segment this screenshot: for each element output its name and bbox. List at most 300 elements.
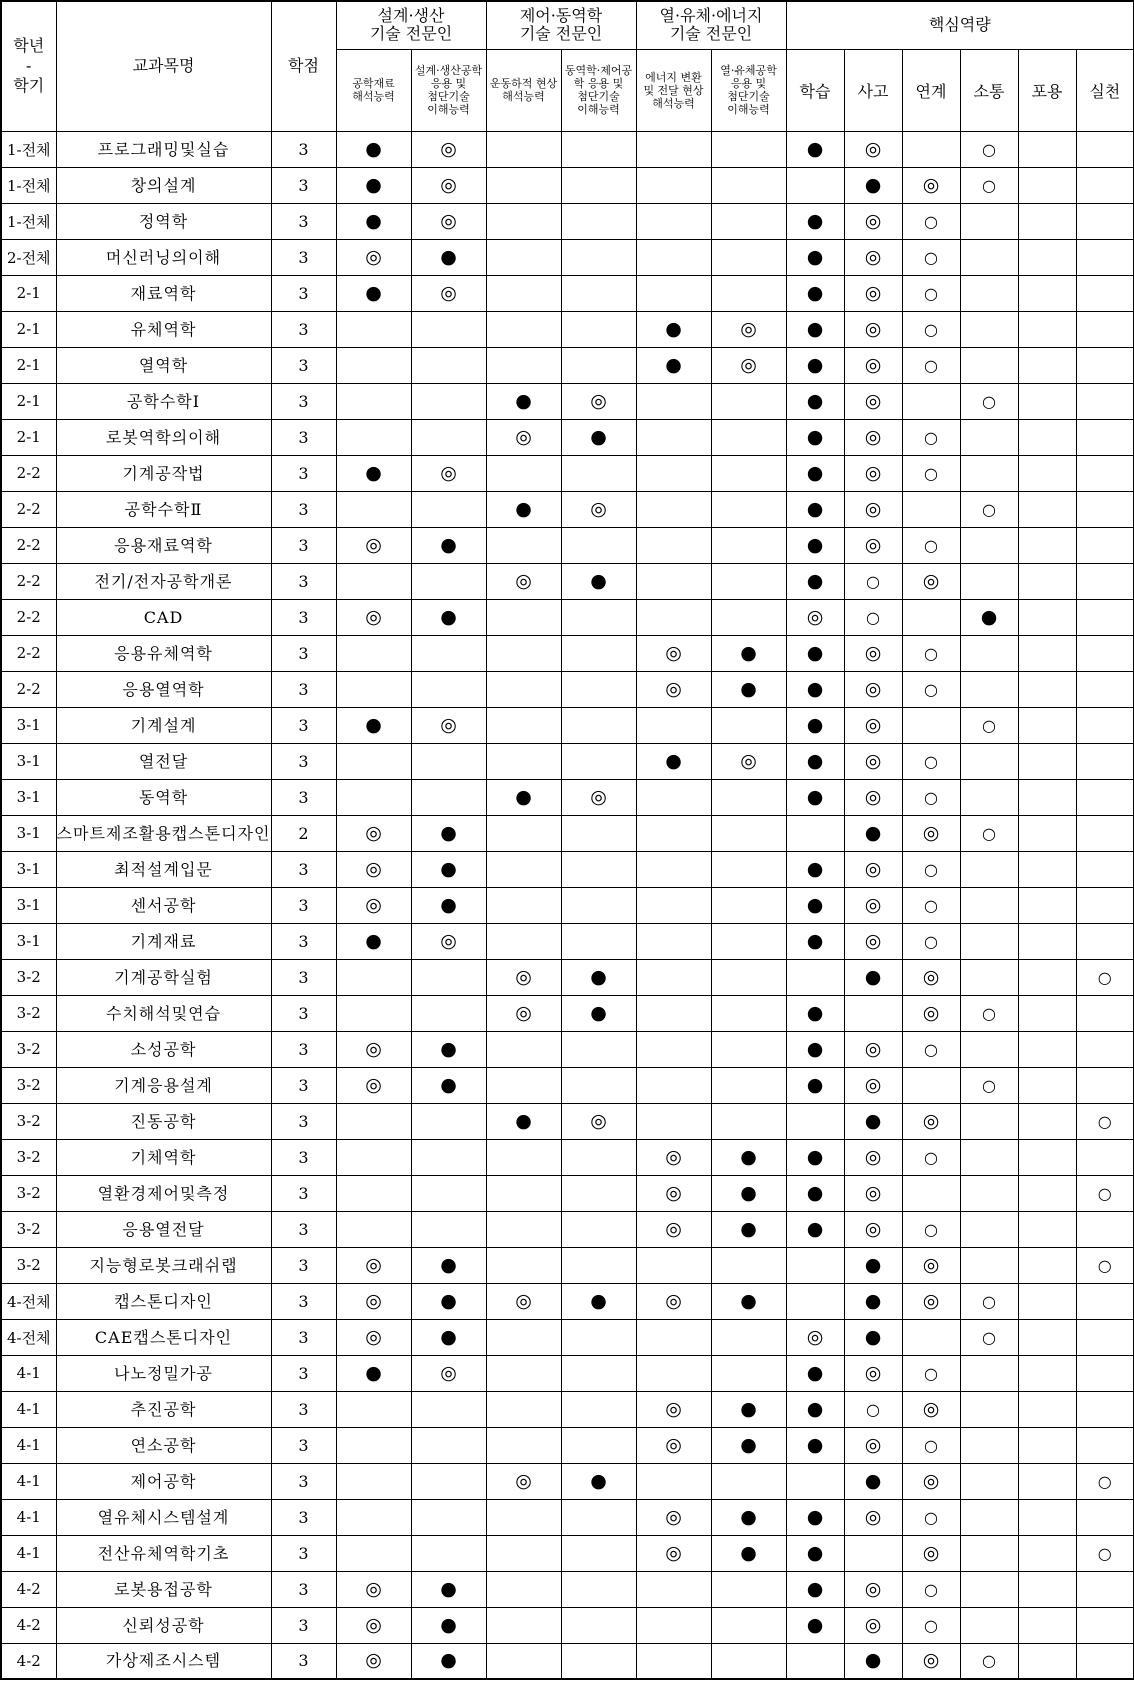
mark-cell (711, 275, 786, 311)
mark-cell (486, 1103, 561, 1139)
course-header-label: 교과목명 (132, 56, 195, 76)
mark-cell (486, 779, 561, 815)
filled-circle-icon: ● (980, 605, 998, 628)
term-cell: 3-2 (1, 1031, 56, 1067)
open-circle-icon: ○ (924, 211, 938, 231)
mark-cell (561, 1283, 636, 1319)
course-name-cell: 전산유체역학기초 (56, 1535, 271, 1571)
table-row (1, 851, 1134, 887)
mark-cell (1018, 131, 1076, 167)
mark-cell (1018, 1643, 1076, 1679)
course-name-cell: 기계재료 (56, 923, 271, 959)
mark-cell (960, 239, 1018, 275)
mark-cell (561, 203, 636, 239)
table-row (1, 1391, 1134, 1427)
term-cell: 2-1 (1, 419, 56, 455)
double-circle-icon: ◎ (864, 389, 882, 412)
mark-cell (411, 203, 486, 239)
open-circle-icon: ○ (1097, 967, 1112, 987)
mark-cell (411, 563, 486, 599)
course-name-cell: 센서공학 (56, 887, 271, 923)
mark-cell (486, 455, 561, 491)
course-name-cell: 공학수학Ⅱ (56, 491, 271, 527)
core-header (786, 1, 1134, 49)
double-circle-icon: ◎ (864, 785, 882, 808)
double-circle-icon: ◎ (365, 857, 382, 880)
mark-cell (636, 311, 711, 347)
term-cell: 4-전체 (1, 1283, 56, 1319)
open-circle-icon: ○ (924, 427, 938, 447)
double-circle-icon: ◎ (365, 1649, 382, 1672)
mark-cell (844, 635, 902, 671)
double-circle-icon: ◎ (665, 1397, 682, 1420)
mark-cell (960, 419, 1018, 455)
double-circle-icon: ◎ (365, 1613, 382, 1636)
mark-cell (411, 851, 486, 887)
mark-cell (411, 311, 486, 347)
table-row (1, 491, 1134, 527)
mark-cell (786, 1031, 844, 1067)
mark-cell (411, 239, 486, 275)
sub-header-label: 운동하적 현상 해석능력 (489, 77, 558, 103)
table-row (1, 347, 1134, 383)
mark-cell (486, 1355, 561, 1391)
filled-circle-icon: ● (806, 1361, 824, 1384)
mark-cell (786, 1571, 844, 1607)
course-name-cell: 기계공작법 (56, 455, 271, 491)
core-competency-header (786, 49, 844, 131)
filled-circle-icon: ● (440, 1613, 457, 1636)
course-name-cell: 추진공학 (56, 1391, 271, 1427)
term-cell: 3-1 (1, 779, 56, 815)
mark-cell (636, 815, 711, 851)
table-row (1, 707, 1134, 743)
filled-circle-icon: ● (806, 929, 824, 952)
mark-cell (486, 599, 561, 635)
term-cell: 3-2 (1, 995, 56, 1031)
mark-cell (636, 1535, 711, 1571)
mark-cell (711, 1427, 786, 1463)
mark-cell (902, 419, 960, 455)
mark-cell (336, 1643, 411, 1679)
mark-cell (1076, 995, 1134, 1031)
mark-cell (336, 1535, 411, 1571)
mark-cell (786, 1211, 844, 1247)
mark-cell (1018, 167, 1076, 203)
mark-cell (336, 1391, 411, 1427)
mark-cell (960, 1355, 1018, 1391)
mark-cell (711, 671, 786, 707)
double-circle-icon: ◎ (922, 173, 940, 196)
double-circle-icon: ◎ (864, 893, 882, 916)
mark-cell (336, 1571, 411, 1607)
mark-cell (1076, 491, 1134, 527)
mark-cell (902, 203, 960, 239)
mark-cell (561, 1031, 636, 1067)
filled-circle-icon: ● (365, 1361, 382, 1384)
course-name-cell: 응용열전달 (56, 1211, 271, 1247)
mark-cell (902, 1139, 960, 1175)
group-header-design (336, 1, 486, 49)
mark-cell (786, 815, 844, 851)
credit-cell: 3 (271, 311, 336, 347)
filled-circle-icon: ● (590, 1001, 607, 1024)
mark-cell (561, 1103, 636, 1139)
double-circle-icon: ◎ (864, 929, 882, 952)
mark-cell (336, 1139, 411, 1175)
filled-circle-icon: ● (515, 1109, 532, 1132)
mark-cell (711, 851, 786, 887)
mark-cell (902, 1535, 960, 1571)
term-cell: 3-1 (1, 707, 56, 743)
core-header-label: 핵심역량 (928, 15, 991, 35)
mark-cell (336, 743, 411, 779)
mark-cell (844, 1031, 902, 1067)
filled-circle-icon: ● (806, 137, 824, 160)
mark-cell (336, 1103, 411, 1139)
mark-cell (636, 1607, 711, 1643)
mark-cell (786, 275, 844, 311)
double-circle-icon: ◎ (922, 1001, 940, 1024)
mark-cell (711, 347, 786, 383)
mark-cell (636, 383, 711, 419)
mark-cell (902, 347, 960, 383)
mark-cell (336, 959, 411, 995)
table-row (1, 1463, 1134, 1499)
term-cell: 4-2 (1, 1607, 56, 1643)
mark-cell (711, 527, 786, 563)
filled-circle-icon: ● (440, 1325, 457, 1348)
mark-cell (1076, 275, 1134, 311)
mark-cell (411, 1643, 486, 1679)
mark-cell (336, 1283, 411, 1319)
filled-circle-icon: ● (806, 389, 824, 412)
filled-circle-icon: ● (740, 1541, 757, 1564)
course-name-cell: 스마트제조활용캡스톤디자인 (56, 815, 271, 851)
mark-cell (960, 635, 1018, 671)
double-circle-icon: ◎ (922, 1289, 940, 1312)
mark-cell (902, 455, 960, 491)
filled-circle-icon: ● (806, 1181, 824, 1204)
mark-cell (336, 203, 411, 239)
course-name-cell: 로봇용접공학 (56, 1571, 271, 1607)
mark-cell (1076, 1067, 1134, 1103)
double-circle-icon: ◎ (365, 245, 382, 268)
mark-cell (786, 383, 844, 419)
double-circle-icon: ◎ (515, 1289, 532, 1312)
mark-cell (1076, 1175, 1134, 1211)
term-cell: 3-1 (1, 743, 56, 779)
mark-cell (486, 1067, 561, 1103)
mark-cell (844, 1535, 902, 1571)
filled-circle-icon: ● (440, 605, 457, 628)
filled-circle-icon: ● (365, 281, 382, 304)
mark-cell (844, 1499, 902, 1535)
mark-cell (711, 1211, 786, 1247)
mark-cell (336, 311, 411, 347)
filled-circle-icon: ● (440, 1037, 457, 1060)
filled-circle-icon: ● (740, 641, 757, 664)
mark-cell (902, 851, 960, 887)
core-competency-label: 사고 (857, 81, 889, 101)
mark-cell (786, 635, 844, 671)
mark-cell (561, 455, 636, 491)
mark-cell (411, 275, 486, 311)
mark-cell (711, 635, 786, 671)
credit-cell: 3 (271, 1319, 336, 1355)
filled-circle-icon: ● (740, 1289, 757, 1312)
mark-cell (786, 887, 844, 923)
mark-cell (960, 383, 1018, 419)
mark-cell (786, 923, 844, 959)
credit-cell: 3 (271, 1607, 336, 1643)
mark-cell (1018, 959, 1076, 995)
mark-cell (902, 131, 960, 167)
double-circle-icon: ◎ (864, 209, 882, 232)
open-circle-icon: ○ (924, 787, 938, 807)
mark-cell (711, 1391, 786, 1427)
double-circle-icon: ◎ (365, 821, 382, 844)
mark-cell (711, 1139, 786, 1175)
mark-cell (902, 635, 960, 671)
mark-cell (411, 743, 486, 779)
mark-cell (902, 527, 960, 563)
credit-cell: 3 (271, 131, 336, 167)
course-name-cell: 나노정밀가공 (56, 1355, 271, 1391)
mark-cell (960, 491, 1018, 527)
mark-cell (902, 491, 960, 527)
mark-cell (636, 1247, 711, 1283)
mark-cell (960, 851, 1018, 887)
double-circle-icon: ◎ (864, 1181, 882, 1204)
filled-circle-icon: ● (864, 965, 882, 988)
double-circle-icon: ◎ (665, 677, 682, 700)
credit-cell: 3 (271, 203, 336, 239)
double-circle-icon: ◎ (365, 1325, 382, 1348)
filled-circle-icon: ● (806, 1001, 824, 1024)
filled-circle-icon: ● (806, 677, 824, 700)
mark-cell (844, 1391, 902, 1427)
mark-cell (636, 1643, 711, 1679)
term-cell: 4-2 (1, 1571, 56, 1607)
mark-cell (486, 815, 561, 851)
filled-circle-icon: ● (440, 857, 457, 880)
mark-cell (561, 1175, 636, 1211)
mark-cell (902, 887, 960, 923)
filled-circle-icon: ● (440, 1649, 457, 1672)
mark-cell (636, 1319, 711, 1355)
open-circle-icon: ○ (924, 1435, 938, 1455)
mark-cell (786, 995, 844, 1031)
open-circle-icon: ○ (982, 823, 996, 843)
table-row (1, 275, 1134, 311)
mark-cell (844, 1571, 902, 1607)
mark-cell (411, 347, 486, 383)
mark-cell (636, 1463, 711, 1499)
filled-circle-icon: ● (864, 1253, 882, 1276)
core-competency-header (902, 49, 960, 131)
mark-cell (1076, 635, 1134, 671)
mark-cell (1018, 1391, 1076, 1427)
mark-cell (561, 1463, 636, 1499)
double-circle-icon: ◎ (864, 353, 882, 376)
mark-cell (1076, 131, 1134, 167)
mark-cell (844, 239, 902, 275)
mark-cell (711, 923, 786, 959)
filled-circle-icon: ● (806, 533, 824, 556)
mark-cell (336, 131, 411, 167)
mark-cell (486, 1319, 561, 1355)
mark-cell (561, 779, 636, 815)
mark-cell (960, 1571, 1018, 1607)
mark-cell (411, 1103, 486, 1139)
filled-circle-icon: ● (806, 1145, 824, 1168)
filled-circle-icon: ● (440, 245, 457, 268)
table-row (1, 239, 1134, 275)
course-name-cell: 신뢰성공학 (56, 1607, 271, 1643)
mark-cell (844, 1247, 902, 1283)
mark-cell (1018, 203, 1076, 239)
mark-cell (786, 131, 844, 167)
double-circle-icon: ◎ (864, 1433, 882, 1456)
mark-cell (1076, 1463, 1134, 1499)
double-circle-icon: ◎ (922, 569, 940, 592)
double-circle-icon: ◎ (365, 605, 382, 628)
term-cell: 3-2 (1, 1211, 56, 1247)
mark-cell (786, 1463, 844, 1499)
course-name-cell: 유체역학 (56, 311, 271, 347)
mark-cell (1018, 527, 1076, 563)
mark-cell (561, 311, 636, 347)
mark-cell (561, 1427, 636, 1463)
mark-cell (636, 1283, 711, 1319)
mark-cell (844, 491, 902, 527)
mark-cell (711, 455, 786, 491)
filled-circle-icon: ● (806, 749, 824, 772)
mark-cell (902, 275, 960, 311)
mark-cell (336, 455, 411, 491)
mark-cell (486, 1427, 561, 1463)
mark-cell (786, 167, 844, 203)
mark-cell (486, 707, 561, 743)
mark-cell (1076, 887, 1134, 923)
mark-cell (844, 311, 902, 347)
mark-cell (636, 923, 711, 959)
mark-cell (960, 1283, 1018, 1319)
credit-cell: 3 (271, 347, 336, 383)
filled-circle-icon: ● (665, 317, 682, 340)
open-circle-icon: ○ (866, 607, 880, 627)
term-header-label: 학년 - 학기 (13, 36, 45, 96)
mark-cell (1076, 1427, 1134, 1463)
open-circle-icon: ○ (924, 247, 938, 267)
mark-cell (411, 1499, 486, 1535)
mark-cell (960, 923, 1018, 959)
credit-cell: 3 (271, 635, 336, 671)
mark-cell (336, 1463, 411, 1499)
double-circle-icon: ◎ (440, 173, 457, 196)
mark-cell (486, 1607, 561, 1643)
mark-cell (786, 1319, 844, 1355)
mark-cell (844, 1103, 902, 1139)
mark-cell (960, 599, 1018, 635)
term-cell: 2-2 (1, 527, 56, 563)
mark-cell (336, 167, 411, 203)
mark-cell (902, 1571, 960, 1607)
table-row (1, 1139, 1134, 1175)
filled-circle-icon: ● (806, 317, 824, 340)
double-circle-icon: ◎ (365, 1073, 382, 1096)
mark-cell (902, 707, 960, 743)
double-circle-icon: ◎ (922, 1469, 940, 1492)
core-competency-header (1076, 49, 1134, 131)
course-name-cell: 제어공학 (56, 1463, 271, 1499)
table-row (1, 1175, 1134, 1211)
mark-cell (844, 671, 902, 707)
double-circle-icon: ◎ (864, 677, 882, 700)
mark-cell (486, 851, 561, 887)
double-circle-icon: ◎ (864, 1217, 882, 1240)
mark-cell (902, 1427, 960, 1463)
credit-cell: 3 (271, 1283, 336, 1319)
credit-cell: 3 (271, 239, 336, 275)
mark-cell (711, 1031, 786, 1067)
mark-cell (844, 131, 902, 167)
mark-cell (844, 923, 902, 959)
mark-cell (844, 887, 902, 923)
term-cell: 1-전체 (1, 203, 56, 239)
mark-cell (636, 491, 711, 527)
mark-cell (1076, 527, 1134, 563)
credit-cell: 3 (271, 1391, 336, 1427)
core-competency-label: 포용 (1031, 81, 1063, 101)
mark-cell (902, 383, 960, 419)
open-circle-icon: ○ (982, 1003, 996, 1023)
mark-cell (411, 815, 486, 851)
mark-cell (1018, 311, 1076, 347)
mark-cell (336, 1499, 411, 1535)
mark-cell (411, 671, 486, 707)
mark-cell (960, 275, 1018, 311)
mark-cell (636, 635, 711, 671)
credit-cell: 2 (271, 815, 336, 851)
term-cell: 2-1 (1, 311, 56, 347)
course-header (56, 1, 271, 131)
filled-circle-icon: ● (515, 785, 532, 808)
open-circle-icon: ○ (924, 751, 938, 771)
mark-cell (1076, 1139, 1134, 1175)
credit-cell: 3 (271, 1103, 336, 1139)
mark-cell (960, 1139, 1018, 1175)
table-row (1, 1067, 1134, 1103)
double-circle-icon: ◎ (864, 1361, 882, 1384)
course-name-cell: 프로그래밍및실습 (56, 131, 271, 167)
group-header-thermal (636, 1, 786, 49)
mark-cell (1076, 1355, 1134, 1391)
mark-cell (336, 815, 411, 851)
mark-cell (561, 131, 636, 167)
mark-cell (1018, 995, 1076, 1031)
filled-circle-icon: ● (365, 461, 382, 484)
mark-cell (960, 455, 1018, 491)
double-circle-icon: ◎ (365, 1037, 382, 1060)
course-name-cell: 최적설계입문 (56, 851, 271, 887)
filled-circle-icon: ● (806, 569, 824, 592)
filled-circle-icon: ● (440, 1577, 457, 1600)
filled-circle-icon: ● (740, 1433, 757, 1456)
mark-cell (786, 851, 844, 887)
mark-cell (711, 1067, 786, 1103)
